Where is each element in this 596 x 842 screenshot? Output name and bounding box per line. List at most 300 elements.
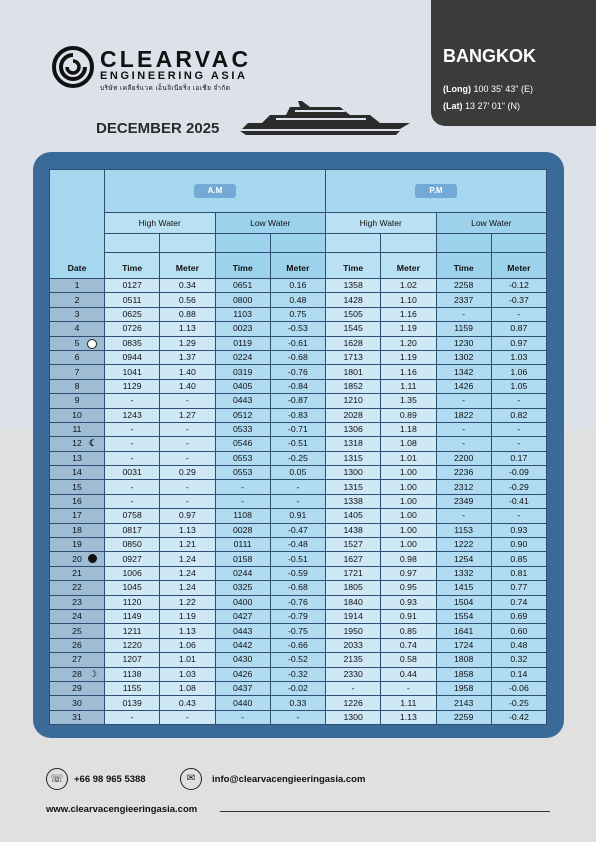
time-cell: 1006 (105, 566, 160, 580)
table-row (50, 322, 547, 336)
meter-cell: 1.10 (381, 293, 436, 307)
longitude-label: (Long) (443, 84, 471, 94)
time-cell: 0944 (105, 350, 160, 364)
date-cell (50, 710, 105, 724)
time-cell: 2135 (326, 653, 381, 667)
meter-cell: -0.68 (270, 350, 325, 364)
latitude-value: 13 27' 01" (N) (465, 101, 520, 111)
longitude-value: 100 35' 43" (E) (473, 84, 533, 94)
time-cell: 1222 (436, 538, 491, 552)
time-cell: 0758 (105, 509, 160, 523)
spacer-cell (326, 234, 381, 253)
date-value: 2 (74, 294, 80, 305)
spacer-cell (105, 234, 160, 253)
time-cell: - (436, 307, 491, 321)
meter-cell: 1.19 (381, 350, 436, 364)
time-cell: 1318 (326, 437, 381, 451)
meter-cell: 0.44 (381, 667, 436, 681)
date-value: 12 (72, 438, 82, 449)
time-cell: 1808 (436, 653, 491, 667)
meter-cell: -0.51 (270, 552, 325, 566)
tide-table (49, 169, 547, 725)
meter-cell: -0.53 (270, 322, 325, 336)
brand-thai-name: บริษัท เคลียร์แวค เอ็นจิเนียริ่ง เอเชีย จำกัด (100, 85, 231, 92)
meter-cell: 0.69 (491, 609, 546, 623)
time-cell: 0800 (215, 293, 270, 307)
time-cell: 0325 (215, 581, 270, 595)
table-row (50, 307, 547, 321)
time-cell: 2236 (436, 466, 491, 480)
meter-cell: -0.61 (270, 336, 325, 350)
time-cell: 1210 (326, 394, 381, 408)
date-cell (50, 451, 105, 465)
date-cell (50, 480, 105, 494)
date-value: 22 (72, 582, 82, 593)
meter-cell: - (270, 494, 325, 508)
date-value: 29 (72, 683, 82, 694)
meter-cell: 0.90 (491, 538, 546, 552)
time-cell: 0400 (215, 595, 270, 609)
spacer-cell (436, 234, 491, 253)
meter-cell: 0.88 (160, 307, 215, 321)
date-value: 9 (74, 395, 80, 406)
time-cell: 1254 (436, 552, 491, 566)
time-cell: 0405 (215, 379, 270, 393)
time-cell: 0244 (215, 566, 270, 580)
date-value: 8 (74, 380, 80, 391)
meter-cell: 0.97 (491, 336, 546, 350)
meter-cell: 1.06 (491, 365, 546, 379)
meter-cell: 1.27 (160, 408, 215, 422)
location-card (431, 0, 596, 126)
meter-cell: -0.12 (491, 279, 546, 293)
new-moon-icon (88, 554, 97, 563)
time-cell: 0031 (105, 466, 160, 480)
meter-cell: 1.37 (160, 350, 215, 364)
email-address[interactable]: info@clearvacengieeringasia.com (212, 774, 366, 785)
time-cell: 1300 (326, 710, 381, 724)
meter-cell: 1.13 (381, 710, 436, 724)
meter-cell: 0.16 (270, 279, 325, 293)
meter-cell: 0.74 (381, 638, 436, 652)
meter-cell: - (491, 307, 546, 321)
brand-subtitle: ENGINEERING ASIA (100, 70, 248, 82)
time-cell: 1159 (436, 322, 491, 336)
meter-cell: - (491, 394, 546, 408)
time-cell: 0835 (105, 336, 160, 350)
time-cell: 0224 (215, 350, 270, 364)
table-row (50, 696, 547, 710)
date-value: 18 (72, 524, 82, 535)
time-cell: 1554 (436, 609, 491, 623)
footer-divider (220, 811, 550, 812)
date-value: 1 (74, 280, 80, 291)
time-cell: 0533 (215, 422, 270, 436)
meter-cell: 0.33 (270, 696, 325, 710)
table-row (50, 638, 547, 652)
table-row (50, 681, 547, 695)
time-cell: 1958 (436, 681, 491, 695)
time-cell: 1415 (436, 581, 491, 595)
meter-cell: 1.24 (160, 552, 215, 566)
meter-cell: 0.48 (491, 638, 546, 652)
meter-cell: 0.85 (491, 552, 546, 566)
time-cell: 0443 (215, 394, 270, 408)
meter-cell: 1.35 (381, 394, 436, 408)
date-value: 6 (74, 352, 80, 363)
time-cell: 1858 (436, 667, 491, 681)
time-cell: 1852 (326, 379, 381, 393)
time-cell: 0511 (105, 293, 160, 307)
time-cell: 0927 (105, 552, 160, 566)
meter-cell: 1.01 (381, 451, 436, 465)
time-cell: 1243 (105, 408, 160, 422)
meter-cell: 0.91 (270, 509, 325, 523)
tide-table-body (50, 279, 547, 725)
time-cell: 1129 (105, 379, 160, 393)
time-cell: 1840 (326, 595, 381, 609)
time-cell: 0442 (215, 638, 270, 652)
meter-cell: 0.97 (160, 509, 215, 523)
meter-cell: 1.08 (381, 437, 436, 451)
table-row (50, 538, 547, 552)
time-cell: 0817 (105, 523, 160, 537)
meter-cell: -0.06 (491, 681, 546, 695)
time-cell: 0850 (105, 538, 160, 552)
meter-cell: -0.68 (270, 581, 325, 595)
am-label: A.M (194, 184, 236, 198)
time-cell: 0139 (105, 696, 160, 710)
full-moon-icon (87, 339, 97, 349)
table-row (50, 552, 547, 566)
meter-cell: -0.76 (270, 595, 325, 609)
table-row (50, 609, 547, 623)
meter-cell: 1.24 (160, 581, 215, 595)
time-cell: 1724 (436, 638, 491, 652)
time-cell: 1045 (105, 581, 160, 595)
time-cell: - (105, 437, 160, 451)
meter-header: Meter (270, 253, 325, 279)
table-row (50, 379, 547, 393)
meter-cell: - (381, 681, 436, 695)
time-cell: 0427 (215, 609, 270, 623)
meter-cell: -0.75 (270, 624, 325, 638)
time-cell: 2259 (436, 710, 491, 724)
pm-header (326, 170, 547, 213)
date-cell (50, 609, 105, 623)
time-cell: 0512 (215, 408, 270, 422)
pm-low-water-header: Low Water (436, 213, 547, 234)
time-cell: 1108 (215, 509, 270, 523)
date-value: 23 (72, 596, 82, 607)
time-cell: 1950 (326, 624, 381, 638)
meter-cell: -0.37 (491, 293, 546, 307)
time-cell: - (436, 422, 491, 436)
time-cell: 1504 (436, 595, 491, 609)
date-value: 27 (72, 654, 82, 665)
meter-header: Meter (160, 253, 215, 279)
time-cell: 1358 (326, 279, 381, 293)
meter-cell: 1.03 (491, 350, 546, 364)
meter-cell: 1.19 (160, 609, 215, 623)
time-cell: - (326, 681, 381, 695)
date-cell (50, 624, 105, 638)
table-row (50, 480, 547, 494)
meter-cell: - (160, 422, 215, 436)
date-cell (50, 322, 105, 336)
meter-cell: -0.76 (270, 365, 325, 379)
meter-cell: 1.40 (160, 365, 215, 379)
meter-cell: - (491, 437, 546, 451)
meter-cell: 0.58 (381, 653, 436, 667)
meter-cell: 1.00 (381, 480, 436, 494)
meter-cell: - (491, 422, 546, 436)
meter-cell: -0.25 (491, 696, 546, 710)
meter-cell: 0.32 (491, 653, 546, 667)
date-value: 10 (72, 409, 82, 420)
meter-header: Meter (381, 253, 436, 279)
meter-cell: - (160, 480, 215, 494)
table-row (50, 350, 547, 364)
phone-number[interactable]: +66 98 965 5388 (74, 774, 146, 785)
meter-cell: 1.19 (381, 322, 436, 336)
time-cell: 0726 (105, 322, 160, 336)
date-cell (50, 509, 105, 523)
table-row (50, 653, 547, 667)
meter-cell: 1.13 (160, 523, 215, 537)
date-value: 15 (72, 481, 82, 492)
time-cell: 2349 (436, 494, 491, 508)
envelope-icon: ✉ (180, 768, 202, 790)
date-value: 13 (72, 452, 82, 463)
meter-cell: -0.25 (270, 451, 325, 465)
meter-cell: - (160, 437, 215, 451)
table-row (50, 595, 547, 609)
time-cell: 1822 (436, 408, 491, 422)
meter-cell: -0.66 (270, 638, 325, 652)
date-cell (50, 394, 105, 408)
meter-cell: 1.13 (160, 624, 215, 638)
meter-cell: 1.40 (160, 379, 215, 393)
spacer-cell (491, 234, 546, 253)
am-high-water-header: High Water (105, 213, 216, 234)
meter-cell: 0.93 (491, 523, 546, 537)
meter-cell: 0.56 (160, 293, 215, 307)
time-cell: - (105, 451, 160, 465)
meter-cell: 0.97 (381, 566, 436, 580)
date-cell (50, 523, 105, 537)
table-row (50, 293, 547, 307)
meter-cell: -0.71 (270, 422, 325, 436)
table-row (50, 667, 547, 681)
table-row (50, 279, 547, 293)
table-row (50, 710, 547, 724)
meter-cell: 0.93 (381, 595, 436, 609)
time-cell: 0625 (105, 307, 160, 321)
table-row (50, 336, 547, 350)
time-cell: 0443 (215, 624, 270, 638)
meter-cell: - (270, 480, 325, 494)
date-cell (50, 279, 105, 293)
date-value: 19 (72, 539, 82, 550)
time-cell: 1041 (105, 365, 160, 379)
time-cell: 1527 (326, 538, 381, 552)
meter-cell: 1.02 (381, 279, 436, 293)
time-header: Time (326, 253, 381, 279)
meter-cell: 0.29 (160, 466, 215, 480)
meter-cell: 0.77 (491, 581, 546, 595)
time-cell: 0127 (105, 279, 160, 293)
time-cell: 1211 (105, 624, 160, 638)
date-cell (50, 552, 105, 566)
meter-cell: 1.22 (160, 595, 215, 609)
date-value: 3 (74, 308, 80, 319)
meter-cell: 0.95 (381, 581, 436, 595)
spacer-cell (381, 234, 436, 253)
time-cell: 0111 (215, 538, 270, 552)
time-cell: 0440 (215, 696, 270, 710)
date-value: 28 (72, 668, 82, 679)
date-cell (50, 350, 105, 364)
table-row (50, 451, 547, 465)
date-cell (50, 667, 105, 681)
date-cell (50, 422, 105, 436)
clearvac-logo-icon (52, 46, 94, 88)
time-cell: 0430 (215, 653, 270, 667)
time-cell: - (215, 480, 270, 494)
time-cell: 1120 (105, 595, 160, 609)
meter-cell: 1.05 (491, 379, 546, 393)
time-cell: 1342 (436, 365, 491, 379)
meter-cell: 0.98 (381, 552, 436, 566)
first-quarter-moon-icon: ☽ (88, 668, 97, 679)
meter-cell: -0.48 (270, 538, 325, 552)
meter-cell: 1.18 (381, 422, 436, 436)
date-cell (50, 437, 105, 451)
meter-cell: -0.42 (491, 710, 546, 724)
date-value: 11 (72, 424, 82, 435)
date-cell (50, 408, 105, 422)
meter-cell: 1.06 (160, 638, 215, 652)
time-cell: 1438 (326, 523, 381, 537)
date-value: 14 (72, 467, 82, 478)
date-cell (50, 566, 105, 580)
am-header (105, 170, 326, 213)
meter-cell: 0.89 (381, 408, 436, 422)
date-value: 24 (72, 611, 82, 622)
meter-cell: -0.29 (491, 480, 546, 494)
time-cell: 1226 (326, 696, 381, 710)
meter-cell: -0.41 (491, 494, 546, 508)
time-cell: - (105, 710, 160, 724)
time-cell: 0437 (215, 681, 270, 695)
meter-cell: -0.84 (270, 379, 325, 393)
last-quarter-moon-icon: ☾ (88, 438, 97, 449)
time-cell: 2330 (326, 667, 381, 681)
date-value: 5 (74, 337, 80, 348)
date-value: 16 (72, 496, 82, 507)
meter-header: Meter (491, 253, 546, 279)
date-value: 30 (72, 697, 82, 708)
table-row (50, 408, 547, 422)
date-cell (50, 653, 105, 667)
meter-cell: 0.82 (491, 408, 546, 422)
time-header: Time (105, 253, 160, 279)
meter-cell: 1.11 (381, 696, 436, 710)
table-row (50, 581, 547, 595)
time-cell: - (436, 437, 491, 451)
meter-cell: - (491, 509, 546, 523)
time-cell: 2033 (326, 638, 381, 652)
time-cell: 1103 (215, 307, 270, 321)
latitude-label: (Lat) (443, 101, 463, 111)
meter-cell: 0.34 (160, 279, 215, 293)
time-cell: 2312 (436, 480, 491, 494)
am-low-water-header: Low Water (215, 213, 326, 234)
time-cell: - (105, 480, 160, 494)
time-cell: 1338 (326, 494, 381, 508)
meter-cell: 1.29 (160, 336, 215, 350)
meter-cell: -0.79 (270, 609, 325, 623)
time-cell: 2028 (326, 408, 381, 422)
yacht-icon (240, 98, 410, 138)
meter-cell: 1.00 (381, 509, 436, 523)
table-row (50, 422, 547, 436)
meter-cell: -0.52 (270, 653, 325, 667)
time-cell: 1545 (326, 322, 381, 336)
date-cell (50, 293, 105, 307)
table-row (50, 523, 547, 537)
date-cell (50, 466, 105, 480)
latitude (443, 101, 520, 111)
time-cell: 1641 (436, 624, 491, 638)
time-cell: 1426 (436, 379, 491, 393)
meter-cell: 0.05 (270, 466, 325, 480)
phone-icon: ☏ (46, 768, 68, 790)
longitude (443, 84, 533, 94)
time-cell: 0553 (215, 466, 270, 480)
date-cell (50, 379, 105, 393)
meter-cell: 0.43 (160, 696, 215, 710)
time-cell: 1505 (326, 307, 381, 321)
meter-cell: 0.74 (491, 595, 546, 609)
date-cell (50, 538, 105, 552)
meter-cell: 1.00 (381, 538, 436, 552)
time-cell: 0158 (215, 552, 270, 566)
meter-cell: -0.02 (270, 681, 325, 695)
time-cell: 1332 (436, 566, 491, 580)
time-cell: 2200 (436, 451, 491, 465)
time-cell: 1155 (105, 681, 160, 695)
meter-cell: -0.83 (270, 408, 325, 422)
meter-cell: 1.03 (160, 667, 215, 681)
time-header: Time (436, 253, 491, 279)
time-cell: 1428 (326, 293, 381, 307)
date-cell (50, 336, 105, 350)
date-value: 7 (74, 366, 80, 377)
meter-cell: 1.11 (381, 379, 436, 393)
date-cell (50, 307, 105, 321)
date-value: 20 (72, 553, 82, 564)
website-link[interactable]: www.clearvacengieeringasia.com (46, 804, 198, 815)
table-row (50, 365, 547, 379)
table-row (50, 509, 547, 523)
meter-cell: 0.75 (270, 307, 325, 321)
date-cell (50, 581, 105, 595)
meter-cell: -0.59 (270, 566, 325, 580)
date-value: 31 (72, 711, 82, 722)
time-cell: 1138 (105, 667, 160, 681)
